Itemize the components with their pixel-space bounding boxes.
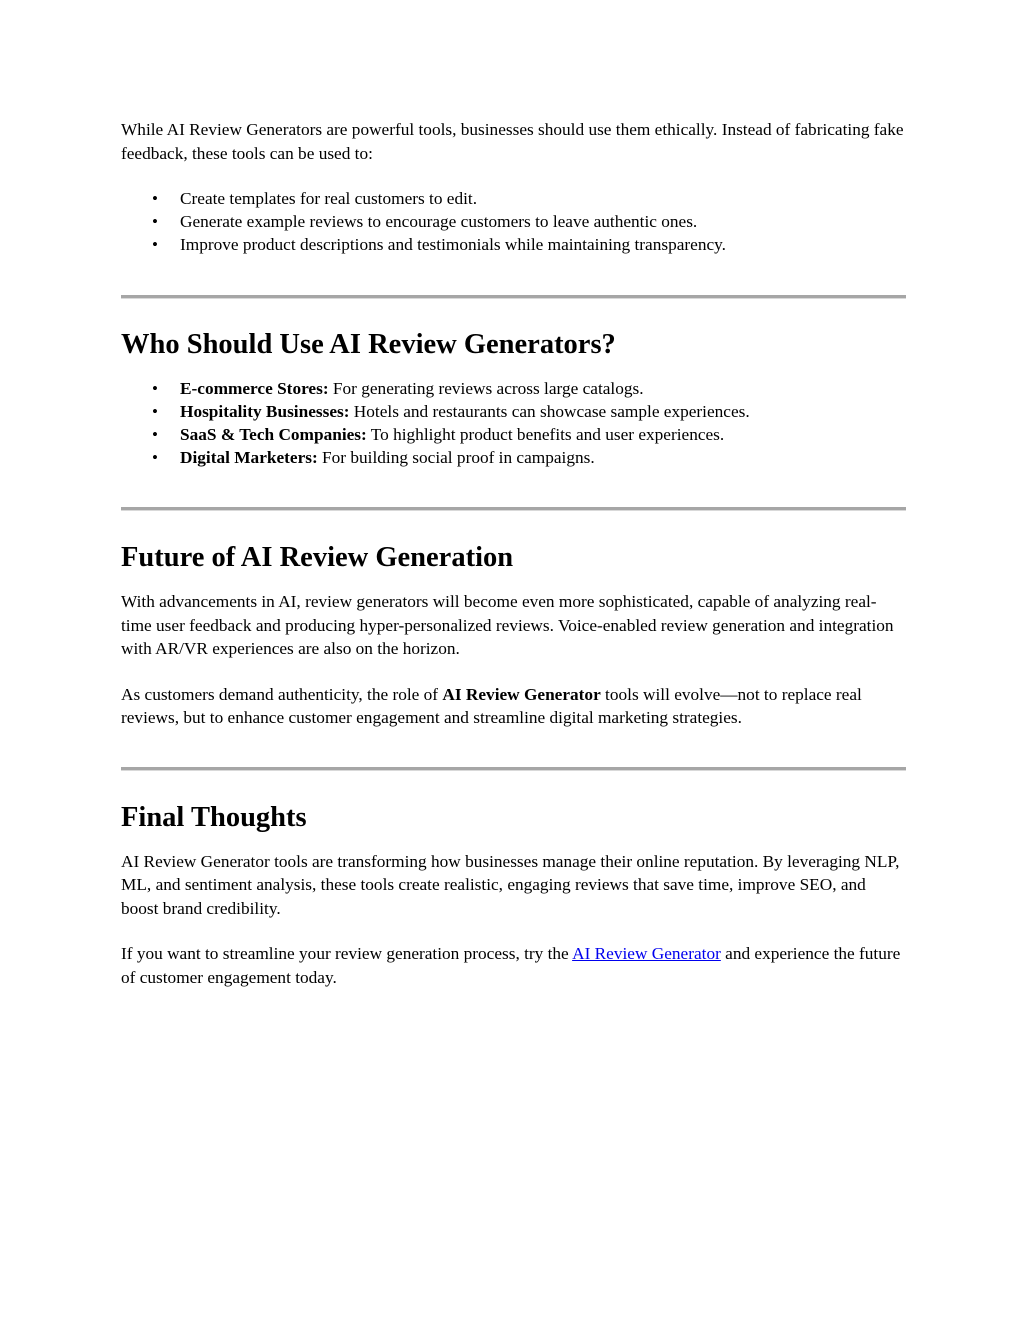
list-item — [121, 446, 906, 469]
text-span: tools will evolve—not to replace real reviews, but to enhance customer engagement and streamline digital marketing strategies. — [121, 684, 862, 728]
horizontal-divider — [121, 767, 906, 771]
section-heading-future: Future of AI Review Generation — [121, 542, 514, 574]
section-heading-final: Final Thoughts — [121, 801, 307, 833]
intro-bullet-list — [121, 187, 906, 257]
list-item: • Create templates for real customers to edit. — [121, 187, 906, 210]
horizontal-divider — [121, 507, 906, 511]
section-heading-who: Who Should Use AI Review Generators? — [121, 328, 616, 360]
text-span: As customers demand authenticity, the role of — [121, 684, 443, 704]
list-item-text: For building social proof in campaigns. — [317, 448, 595, 468]
list-item: • Generate example reviews to encourage customers to leave authentic ones. — [121, 210, 906, 233]
list-item — [121, 377, 906, 400]
final-paragraph-2 — [121, 942, 906, 989]
list-item — [121, 400, 906, 423]
document-page — [121, 118, 906, 989]
future-paragraph-1: With advancements in AI, review generators will become even more sophisticated, capable of analyzing real-time user feedback and producing hyper-personalized reviews. Voice-enabled review generation and integration with AR/VR experiences are also on the horizon. — [121, 592, 894, 659]
list-item-text: To highlight product benefits and user experiences. — [366, 425, 725, 445]
who-bullet-list — [121, 377, 906, 470]
list-item-text: For generating reviews across large catalogs. — [328, 378, 644, 398]
list-item-text: Hotels and restaurants can showcase sample experiences. — [349, 401, 750, 421]
final-paragraph-1: AI Review Generator tools are transforming how businesses manage their online reputation. By leveraging NLP, ML, and sentiment analysis, these tools create realistic, engaging reviews that save time, improve SEO, and boost brand credibility. — [121, 851, 900, 918]
list-item — [121, 423, 906, 446]
list-item-label: Digital Marketers: — [180, 448, 318, 468]
future-paragraph-2 — [121, 683, 906, 730]
list-item-label: SaaS & Tech Companies: — [180, 425, 367, 445]
text-span: and experience the future of customer engagement today. — [121, 944, 901, 987]
list-item-label: E-commerce Stores: — [180, 378, 329, 398]
horizontal-divider — [121, 295, 906, 299]
bold-term: AI Review Generator — [442, 684, 601, 704]
text-span: If you want to streamline your review generation process, try the — [121, 944, 573, 964]
intro-paragraph: While AI Review Generators are powerful tools, businesses should use them ethically. Instead of fabricating fake feedback, these tools can be used to: — [121, 120, 904, 163]
list-item-label: Hospitality Businesses: — [180, 401, 350, 421]
ai-review-generator-link[interactable]: AI Review Generator — [572, 944, 721, 964]
list-item: • Improve product descriptions and testimonials while maintaining transparency. — [121, 233, 906, 256]
